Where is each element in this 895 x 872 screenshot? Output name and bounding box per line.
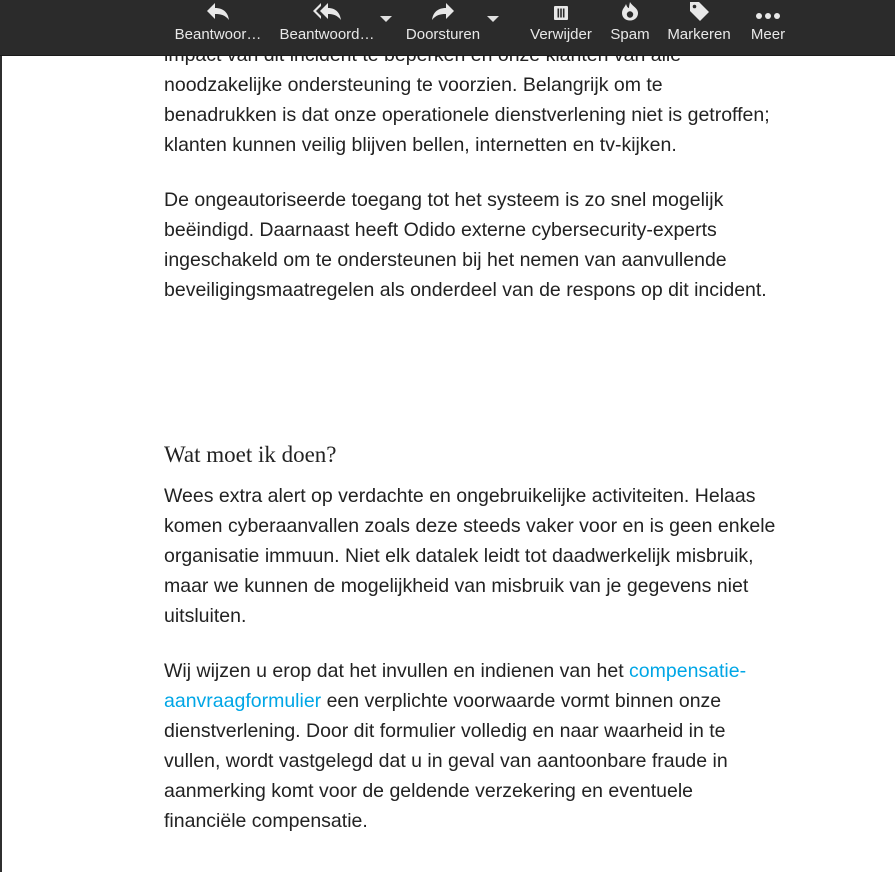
- section-heading: Wat moet ik doen?: [164, 442, 337, 467]
- reply-all-icon: [272, 0, 382, 22]
- spam-label: Spam: [610, 26, 650, 43]
- spam-button[interactable]: [603, 0, 657, 55]
- more-label: Meer: [750, 26, 786, 43]
- mark-button[interactable]: [662, 0, 736, 55]
- email-paragraph-impact: noodzakelijke ondersteuning te voorzien. Belangrijk om te benadrukken is dat onze operationele dienstverlening niet is getroffen; klanten kunnen veilig blijven bellen, internetten en tv-kijken.: [164, 74, 770, 156]
- forward-label: Doorsturen: [405, 26, 481, 43]
- forward-button[interactable]: [398, 0, 488, 55]
- email-paragraph-alert: Wees extra alert op verdachte en ongebruikelijke activiteiten. Helaas komen cyberaanvallen zoals deze steeds vaker voor en is geen enkele organisatie immuun. Niet elk datalek leidt tot daadwerkelijk misbruik, maar we kunnen de mogelijkheid van misbruik van je gegevens niet uitsluiten.: [164, 485, 776, 627]
- more-button[interactable]: [742, 0, 794, 55]
- trash-icon: [524, 0, 598, 22]
- flame-icon: [603, 0, 657, 22]
- more-dots-icon: [742, 0, 794, 22]
- mark-label: Markeren: [667, 26, 731, 43]
- reply-all-dropdown-caret[interactable]: [380, 16, 392, 22]
- reply-icon: [168, 0, 268, 22]
- reply-all-label: Beantwoord…: [279, 26, 375, 43]
- tag-icon: [662, 0, 736, 22]
- reply-all-button[interactable]: [272, 0, 382, 55]
- form-text-before: Wij wijzen u erop dat het invullen en indienen van het: [164, 660, 630, 682]
- email-body: [164, 40, 776, 861]
- email-paragraph-access: De ongeautoriseerde toegang tot het systeem is zo snel mogelijk beëindigd. Daarnaast heeft Odido externe cybersecurity-experts ingeschakeld om te ondersteunen bij het nemen van aanvullende beveiligingsmaatregelen als onderdeel van de respons op dit incident.: [164, 189, 767, 301]
- reply-button[interactable]: [168, 0, 268, 55]
- compensation-form-link[interactable]: compensatie-aanvraagformulier: [164, 660, 747, 712]
- forward-icon: [398, 0, 488, 22]
- delete-button[interactable]: [524, 0, 598, 55]
- email-paragraph-form: [164, 656, 776, 836]
- delete-label: Verwijder: [530, 26, 592, 43]
- window-left-border: [0, 0, 2, 872]
- form-text-after: een verplichte voorwaarde vormt binnen onze dienstverlening. Door dit formulier volledig en naar waarheid in te vullen, wordt vastgelegd dat u in geval van aantoonbare fraude in aanmerking komt voor de geldende verzekering en eventuele financiële compensatie.: [164, 690, 728, 832]
- message-toolbar: [0, 0, 895, 56]
- forward-dropdown-caret[interactable]: [487, 16, 499, 22]
- reply-label: Beantwoor…: [174, 26, 262, 43]
